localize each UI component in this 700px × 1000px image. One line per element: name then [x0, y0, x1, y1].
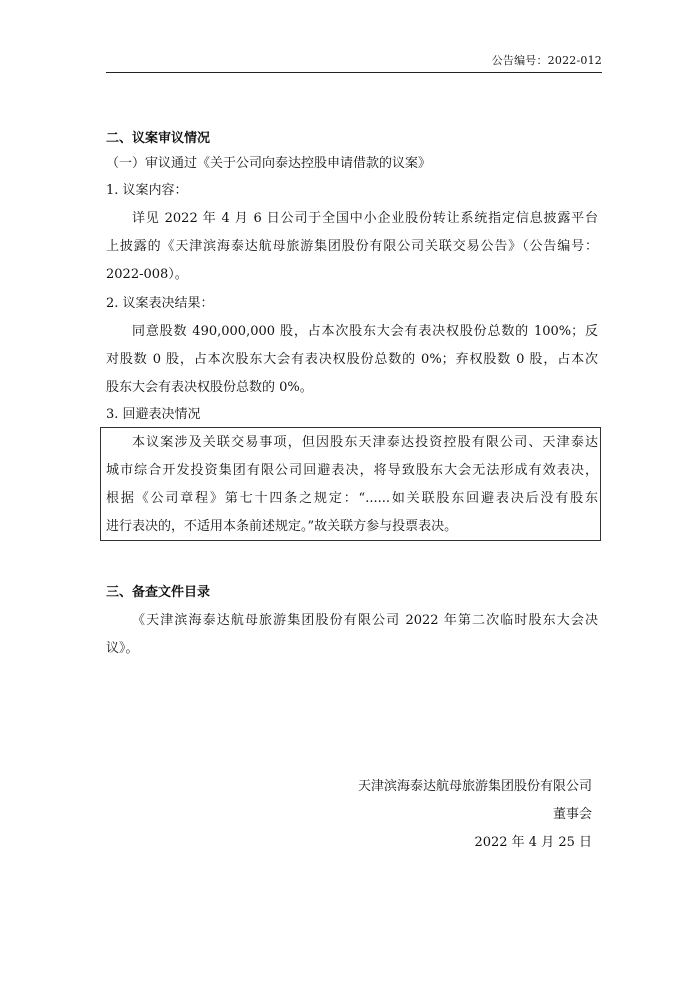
motion-content-label: 1. 议案内容：	[106, 183, 188, 198]
motion-title: （一）审议通过《关于公司向泰达控股申请借款的议案》	[106, 156, 432, 171]
header-divider	[106, 72, 602, 73]
recusal-line: 城市综合开发投资集团有限公司回避表决，将导致股东大会无法形成有效表决，	[106, 463, 598, 478]
recusal-line: 根据《公司章程》第七十四条之规定：“......如关联股东回避表决后没有股东	[106, 491, 598, 506]
document-line: 《天津滨海泰达航母旅游集团股份有限公司 2022 年第二次临时股东大会决	[132, 613, 598, 628]
announcement-number: 公告编号：2022-012	[491, 54, 602, 67]
section-heading-review: 二、议案审议情况	[106, 131, 211, 146]
signature-date: 2022 年 4 月 25 日	[474, 835, 592, 850]
vote-result-label: 2. 议案表决结果：	[106, 296, 214, 311]
vote-result-line: 同意股数 490,000,000 股，占本次股东大会有表决权股份总数的 100%；反	[132, 324, 598, 339]
section-heading-documents: 三、备查文件目录	[106, 585, 211, 600]
recusal-label: 3. 回避表决情况	[106, 407, 201, 422]
vote-result-line: 股东大会有表决权股份总数的 0%。	[106, 380, 313, 395]
vote-result-line: 对股数 0 股，占本次股东大会有表决权股份总数的 0%；弃权股数 0 股，占本次	[106, 352, 598, 367]
signature-board: 董事会	[552, 807, 592, 822]
recusal-line: 进行表决的，不适用本条前述规定。”故关联方参与投票表决。	[106, 519, 458, 534]
motion-content-line: 2022-008）。	[106, 267, 188, 282]
signature-company: 天津滨海泰达航母旅游集团股份有限公司	[357, 779, 592, 794]
motion-content-line: 上披露的《天津滨海泰达航母旅游集团股份有限公司关联交易公告》（公告编号：	[106, 239, 598, 254]
recusal-line: 本议案涉及关联交易事项，但因股东天津泰达投资控股有限公司、天津泰达	[132, 435, 598, 450]
motion-content-line: 详见 2022 年 4 月 6 日公司于全国中小企业股份转让系统指定信息披露平台	[132, 211, 598, 226]
document-line: 议》。	[106, 641, 139, 656]
